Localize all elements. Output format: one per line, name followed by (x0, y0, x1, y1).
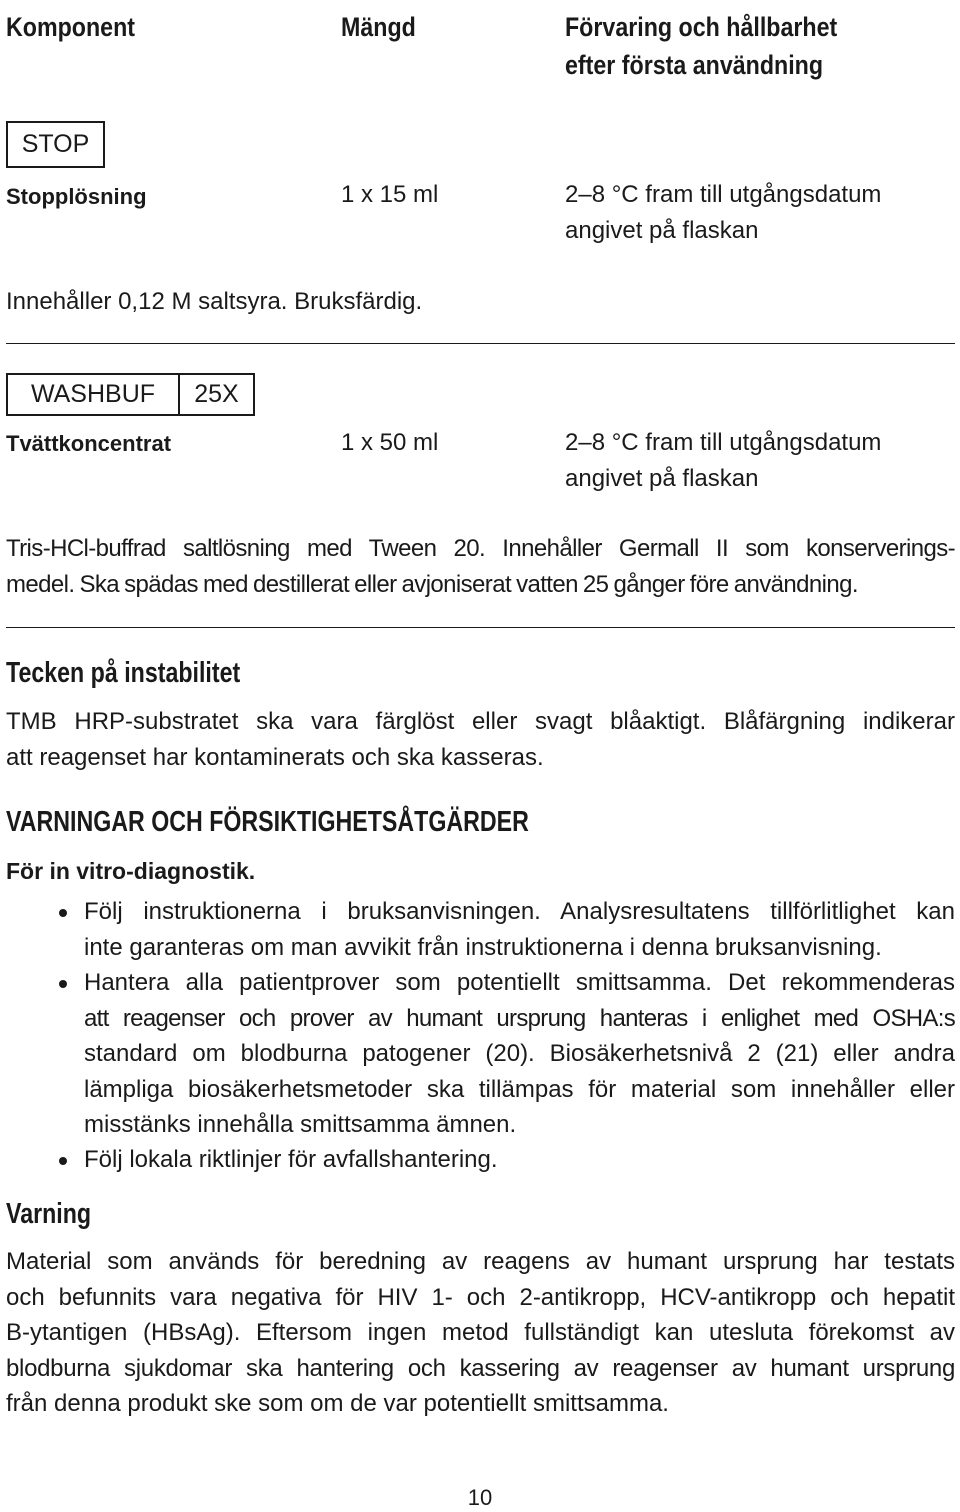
washbuf-storage-line1: 2–8 °C fram till utgångsdatum (565, 429, 882, 456)
stop-storage (565, 177, 881, 248)
instability-line1: TMB HRP-substratet ska vara färglöst eller svagt blåaktigt. Blåfärgning indikerar (6, 708, 955, 735)
bullet-item-1 (84, 894, 955, 965)
washbuf-component-name: Tvättkoncentrat (6, 431, 172, 456)
caution-line-2: och befunnits vara negativa för HIV 1- och 2-antikropp, HCV-antikropp och hepatit (6, 1283, 955, 1311)
washbuf-description (6, 531, 955, 602)
column-header-storage-line1: Förvaring och hållbarhet (565, 12, 838, 42)
bullet-2-line-1: Hantera alla patientprover som potentiellt smittsamma. Det rekommenderas (84, 969, 955, 996)
bullet-item-2 (84, 965, 955, 1143)
washbuf-amount: 1 x 50 ml (341, 429, 439, 456)
bullet-2-line-2: att reagenser och prover av humant ursprung hanteras i enlighet med OSHA:s (84, 1004, 955, 1032)
instability-heading: Tecken på instabilitet (6, 657, 241, 689)
bullet-2-line-3: standard om blodburna patogener (20). Biosäkerhetsnivå 2 (21) eller andra (84, 1040, 955, 1067)
caution-line-5: från denna produkt ske som om de var potentiellt smittsamma. (6, 1390, 669, 1417)
washbuf-label-box: WASHBUF (6, 373, 180, 416)
stop-label-box: STOP (6, 121, 105, 168)
divider-2 (6, 627, 955, 628)
washbuf-description-line2: medel. Ska spädas med destillerat eller avjoniserat vatten 25 gånger före användning. (6, 570, 858, 598)
instability-text (6, 704, 955, 775)
bullet-2-line-4: lämpliga biosäkerhetsmetoder ska tillämpas för material som innehåller eller (84, 1075, 955, 1103)
stop-storage-line2: angivet på flaskan (565, 216, 759, 244)
bullet-dot-1 (59, 909, 67, 917)
stop-component-name: Stopplösning (6, 184, 147, 209)
instability-line2: att reagenset har kontaminerats och ska kasseras. (6, 743, 544, 771)
washbuf-factor-box: 25X (178, 373, 255, 416)
bullet-dot-2 (59, 980, 67, 988)
stop-storage-line1: 2–8 °C fram till utgångsdatum (565, 181, 882, 208)
column-header-amount: Mängd (341, 12, 416, 42)
warnings-heading: VARNINGAR OCH FÖRSIKTIGHETSÅTGÄRDER (6, 806, 529, 838)
column-header-storage (565, 8, 837, 84)
bullet-3-line-1: Följ lokala riktlinjer för avfallshantering. (84, 1146, 498, 1173)
column-header-storage-line2: efter första användning (565, 50, 824, 80)
bullet-item-3 (84, 1142, 955, 1178)
caution-line-1: Material som används för beredning av reagens av humant ursprung har testats (6, 1248, 955, 1275)
washbuf-storage-line2: angivet på flaskan (565, 464, 759, 492)
warnings-subheading: För in vitro-diagnostik. (6, 858, 256, 884)
column-header-component: Komponent (6, 12, 135, 42)
caution-heading: Varning (6, 1198, 92, 1230)
caution-line-3: B-ytantigen (HBsAg). Eftersom ingen metod fullständigt kan utesluta förekomst av (6, 1319, 955, 1346)
bullet-dot-3 (59, 1157, 67, 1165)
bullet-2-line-5: misstänks innehålla smittsamma ämnen. (84, 1111, 517, 1138)
caution-text (6, 1244, 955, 1422)
divider-1 (6, 343, 955, 344)
washbuf-storage (565, 425, 881, 496)
stop-description: Innehåller 0,12 M saltsyra. Bruksfärdig. (6, 288, 423, 315)
bullet-1-line-2: inte garanteras om man avvikit från instruktionerna i denna bruksanvisning. (84, 933, 882, 961)
washbuf-description-line1: Tris-HCl-buffrad saltlösning med Tween 20. Innehåller Germall II som konserverings- (6, 535, 955, 562)
stop-amount: 1 x 15 ml (341, 181, 439, 208)
bullet-1-line-1: Följ instruktionerna i bruksanvisningen. Analysresultatens tillförlitlighet kan (84, 898, 955, 925)
page-number: 10 (467, 1485, 493, 1510)
caution-line-4: blodburna sjukdomar ska hantering och kassering av reagenser av humant ursprung (6, 1354, 955, 1382)
